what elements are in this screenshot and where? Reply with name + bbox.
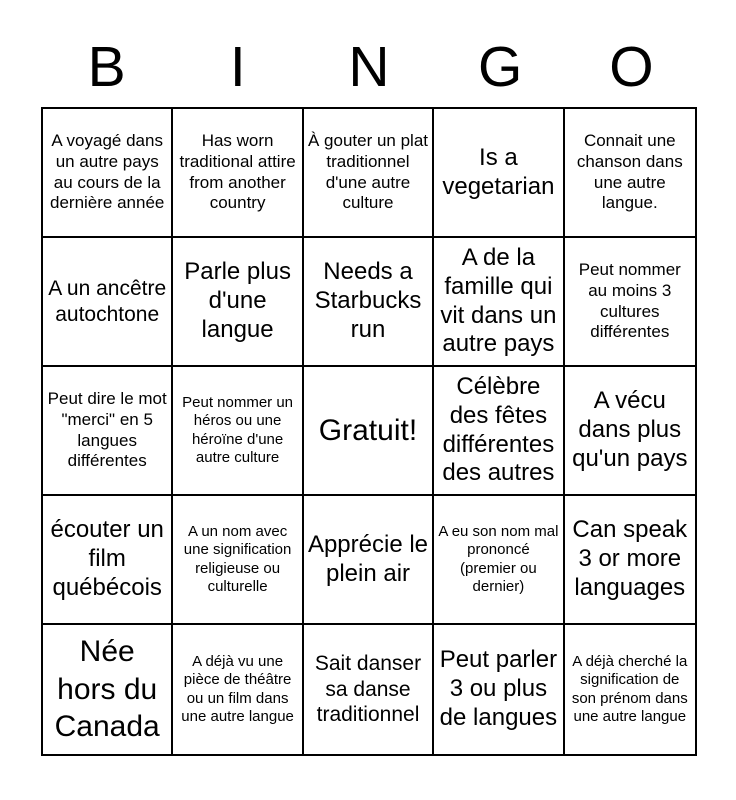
bingo-cell-r5c2[interactable]: A déjà vu une pièce de théâtre ou un film dans une autre langue [173, 625, 303, 754]
title-letter-n: N [348, 35, 390, 99]
bingo-cell-r3c1[interactable]: Peut dire le mot "merci" en 5 langues différentes [43, 367, 173, 496]
title-letter-b: B [87, 35, 126, 99]
bingo-cell-r2c5[interactable]: Peut nommer au moins 3 cultures différentes [565, 238, 695, 367]
bingo-cell-r4c4[interactable]: A eu son nom mal prononcé (premier ou dernier) [434, 496, 564, 625]
bingo-cell-r3c5[interactable]: A vécu dans plus qu'un pays [565, 367, 695, 496]
bingo-cell-r1c2[interactable]: Has worn traditional attire from another country [173, 109, 303, 238]
bingo-cell-r3c3-free-space[interactable]: Gratuit! [304, 367, 434, 496]
bingo-cell-r3c4[interactable]: Célèbre des fêtes différentes des autres [434, 367, 564, 496]
bingo-cell-r2c3[interactable]: Needs a Starbucks run [304, 238, 434, 367]
bingo-cell-r1c5[interactable]: Connait une chanson dans une autre langue. [565, 109, 695, 238]
bingo-cell-r4c5[interactable]: Can speak 3 or more languages [565, 496, 695, 625]
bingo-cell-r3c2[interactable]: Peut nommer un héros ou une héroïne d'une autre culture [173, 367, 303, 496]
bingo-cell-r1c1[interactable]: A voyagé dans un autre pays au cours de la dernière année [43, 109, 173, 238]
bingo-cell-r5c4[interactable]: Peut parler 3 ou plus de langues [434, 625, 564, 754]
bingo-cell-r5c5[interactable]: A déjà cherché la signification de son prénom dans une autre langue [571, 652, 688, 725]
bingo-cell-r5c1[interactable]: Née hors du Canada [43, 625, 173, 754]
bingo-cell-r2c1[interactable]: A un ancêtre autochtone [43, 238, 173, 367]
title-letter-g: G [478, 35, 523, 99]
bingo-cell-r4c3[interactable]: Apprécie le plein air [304, 496, 434, 625]
bingo-cell-r1c3[interactable]: À gouter un plat traditionnel d'une autre culture [304, 109, 434, 238]
bingo-cell-r2c2[interactable]: Parle plus d'une langue [173, 238, 303, 367]
title-letter-o: O [609, 35, 654, 99]
bingo-title [41, 35, 697, 99]
bingo-cell-r5c3[interactable]: Sait danser sa danse traditionnel [304, 625, 434, 754]
bingo-cell-r4c1[interactable]: écouter un film québécois [43, 496, 173, 625]
bingo-board [41, 107, 697, 756]
title-letter-i: I [229, 35, 246, 99]
bingo-cell-r1c4[interactable]: Is a vegetarian [434, 109, 564, 238]
bingo-cell-r2c4[interactable]: A de la famille qui vit dans un autre pays [434, 238, 564, 367]
bingo-cell-r4c2[interactable]: A un nom avec une signification religieuse ou culturelle [173, 496, 303, 625]
